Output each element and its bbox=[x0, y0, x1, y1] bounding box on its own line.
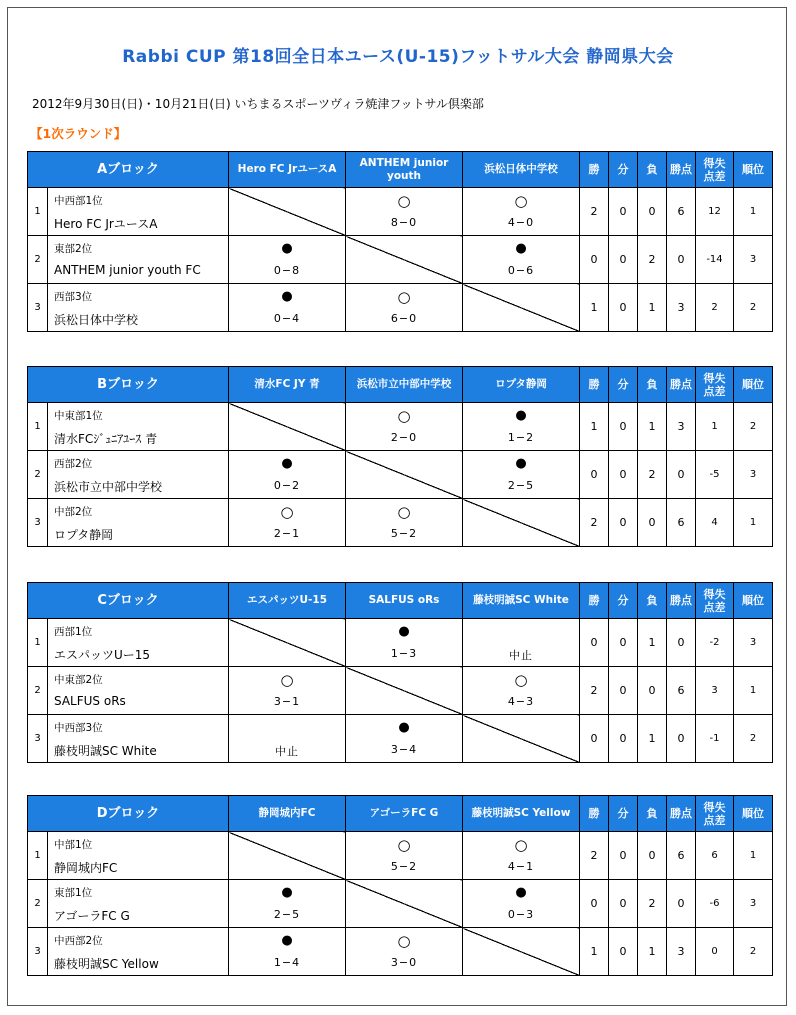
stat-points: 0 bbox=[667, 619, 696, 667]
team-cell bbox=[48, 832, 229, 880]
match-result bbox=[229, 499, 346, 547]
block-table bbox=[27, 795, 772, 976]
row-index: 3 bbox=[28, 928, 48, 976]
table-row bbox=[28, 499, 773, 547]
stat-points: 0 bbox=[667, 880, 696, 928]
stat-win: 2 bbox=[580, 499, 609, 547]
row-index: 2 bbox=[28, 880, 48, 928]
stat-points: 6 bbox=[667, 832, 696, 880]
loss-mark: ● bbox=[515, 456, 527, 471]
seed-position: 西部2位 bbox=[54, 458, 93, 470]
team-name: 浜松市立中部中学校 bbox=[54, 480, 163, 494]
block-name: Aブロック bbox=[28, 152, 229, 188]
match-result bbox=[463, 880, 580, 928]
block-name: Cブロック bbox=[28, 583, 229, 619]
opponent-column-header: 浜松日体中学校 bbox=[463, 152, 580, 188]
stat-diff: -1 bbox=[696, 715, 734, 763]
stat-header-win: 勝 bbox=[580, 152, 609, 188]
stat-draw: 0 bbox=[609, 619, 638, 667]
stat-win: 0 bbox=[580, 715, 609, 763]
match-result bbox=[229, 880, 346, 928]
table-row bbox=[28, 832, 773, 880]
loss-mark: ● bbox=[398, 720, 410, 735]
match-result bbox=[229, 451, 346, 499]
win-mark: ○ bbox=[514, 836, 528, 854]
stat-loss: 2 bbox=[638, 236, 667, 284]
table-row bbox=[28, 880, 773, 928]
seed-position: 東部2位 bbox=[54, 243, 93, 255]
stat-rank: 2 bbox=[734, 715, 773, 763]
team-name: 藤枝明誠SC Yellow bbox=[54, 957, 159, 971]
stat-rank: 2 bbox=[734, 928, 773, 976]
self-match-diagonal bbox=[229, 403, 346, 451]
win-mark: ○ bbox=[514, 671, 528, 689]
self-match-diagonal bbox=[463, 928, 580, 976]
stat-loss: 1 bbox=[638, 284, 667, 332]
win-mark: ○ bbox=[397, 192, 411, 210]
team-cell bbox=[48, 451, 229, 499]
stat-draw: 0 bbox=[609, 451, 638, 499]
stat-draw: 0 bbox=[609, 236, 638, 284]
table-row bbox=[28, 451, 773, 499]
team-cell bbox=[48, 880, 229, 928]
self-match-diagonal bbox=[229, 832, 346, 880]
loss-mark: ● bbox=[281, 456, 293, 471]
match-score: 1−4 bbox=[273, 956, 301, 969]
stat-rank: 1 bbox=[734, 667, 773, 715]
self-match-diagonal bbox=[463, 284, 580, 332]
match-result bbox=[463, 236, 580, 284]
seed-position: 中東部1位 bbox=[54, 410, 103, 422]
loss-mark: ● bbox=[515, 885, 527, 900]
match-result bbox=[463, 451, 580, 499]
opponent-column-header: 藤枝明誠SC Yellow bbox=[463, 796, 580, 832]
win-mark: ○ bbox=[397, 288, 411, 306]
stat-draw: 0 bbox=[609, 880, 638, 928]
team-name: Hero FC JrユースA bbox=[54, 217, 158, 231]
stat-points: 6 bbox=[667, 667, 696, 715]
table-row bbox=[28, 403, 773, 451]
win-mark: ○ bbox=[397, 836, 411, 854]
stat-header-diff: 得失点差 bbox=[696, 367, 734, 403]
row-index: 1 bbox=[28, 188, 48, 236]
stat-header-diff: 得失点差 bbox=[696, 583, 734, 619]
match-result bbox=[229, 715, 346, 763]
team-cell bbox=[48, 667, 229, 715]
stat-win: 1 bbox=[580, 928, 609, 976]
stat-loss: 0 bbox=[638, 832, 667, 880]
table-row bbox=[28, 236, 773, 284]
stat-header-loss: 負 bbox=[638, 367, 667, 403]
stat-rank: 2 bbox=[734, 403, 773, 451]
stat-diff: -6 bbox=[696, 880, 734, 928]
stat-header-draw: 分 bbox=[609, 367, 638, 403]
team-name: 静岡城内FC bbox=[54, 861, 118, 875]
table-row bbox=[28, 928, 773, 976]
table-row bbox=[28, 667, 773, 715]
stat-rank: 3 bbox=[734, 619, 773, 667]
team-cell bbox=[48, 715, 229, 763]
match-result bbox=[463, 403, 580, 451]
match-result bbox=[463, 188, 580, 236]
stat-diff: 1 bbox=[696, 403, 734, 451]
team-name: 清水FCｼﾞｭﾆｱﾕｰｽ 青 bbox=[54, 432, 158, 446]
stat-header-win: 勝 bbox=[580, 796, 609, 832]
stat-header-points: 勝点 bbox=[667, 583, 696, 619]
row-index: 2 bbox=[28, 236, 48, 284]
seed-position: 中西部1位 bbox=[54, 195, 103, 207]
stat-draw: 0 bbox=[609, 715, 638, 763]
stat-points: 0 bbox=[667, 451, 696, 499]
opponent-column-header: SALFUS oRs bbox=[346, 583, 463, 619]
seed-position: 中部2位 bbox=[54, 506, 93, 518]
row-index: 3 bbox=[28, 499, 48, 547]
stat-points: 3 bbox=[667, 403, 696, 451]
opponent-column-header: アゴーラFC G bbox=[346, 796, 463, 832]
seed-position: 中部1位 bbox=[54, 839, 93, 851]
stat-win: 0 bbox=[580, 451, 609, 499]
block-table bbox=[27, 582, 772, 763]
match-result bbox=[229, 284, 346, 332]
stat-loss: 1 bbox=[638, 715, 667, 763]
stat-header-draw: 分 bbox=[609, 152, 638, 188]
stat-rank: 1 bbox=[734, 832, 773, 880]
stat-win: 2 bbox=[580, 832, 609, 880]
self-match-diagonal bbox=[346, 236, 463, 284]
stat-win: 2 bbox=[580, 188, 609, 236]
stat-diff: 3 bbox=[696, 667, 734, 715]
stat-rank: 3 bbox=[734, 451, 773, 499]
self-match-diagonal bbox=[346, 667, 463, 715]
stat-header-loss: 負 bbox=[638, 583, 667, 619]
match-score: 1−3 bbox=[390, 647, 418, 660]
stat-header-draw: 分 bbox=[609, 796, 638, 832]
match-score: 2−0 bbox=[390, 431, 418, 444]
stat-header-win: 勝 bbox=[580, 583, 609, 619]
loss-mark: ● bbox=[281, 241, 293, 256]
win-mark: ○ bbox=[280, 503, 294, 521]
stat-diff: 0 bbox=[696, 928, 734, 976]
row-index: 2 bbox=[28, 451, 48, 499]
match-score: 5−2 bbox=[390, 860, 418, 873]
stat-points: 0 bbox=[667, 236, 696, 284]
match-score: 0−3 bbox=[507, 908, 535, 921]
stat-win: 0 bbox=[580, 880, 609, 928]
stat-diff: 4 bbox=[696, 499, 734, 547]
stat-diff: -2 bbox=[696, 619, 734, 667]
match-result bbox=[346, 499, 463, 547]
loss-mark: ● bbox=[515, 241, 527, 256]
team-cell bbox=[48, 188, 229, 236]
round-label: 【1次ラウンド】 bbox=[30, 126, 127, 141]
loss-mark: ● bbox=[398, 624, 410, 639]
win-mark: ○ bbox=[397, 932, 411, 950]
stat-draw: 0 bbox=[609, 928, 638, 976]
stat-header-rank: 順位 bbox=[734, 367, 773, 403]
match-score: 1−2 bbox=[507, 431, 535, 444]
self-match-diagonal bbox=[346, 880, 463, 928]
row-index: 1 bbox=[28, 832, 48, 880]
stat-draw: 0 bbox=[609, 832, 638, 880]
team-name: ANTHEM junior youth FC bbox=[54, 263, 201, 277]
match-result bbox=[346, 619, 463, 667]
self-match-diagonal bbox=[229, 619, 346, 667]
stat-draw: 0 bbox=[609, 403, 638, 451]
opponent-column-header: Hero FC JrユースA bbox=[229, 152, 346, 188]
match-score: 4−3 bbox=[507, 695, 535, 708]
stat-header-points: 勝点 bbox=[667, 152, 696, 188]
team-cell bbox=[48, 403, 229, 451]
stat-rank: 1 bbox=[734, 499, 773, 547]
loss-mark: ● bbox=[281, 289, 293, 304]
match-result bbox=[346, 928, 463, 976]
stat-loss: 1 bbox=[638, 619, 667, 667]
stat-header-points: 勝点 bbox=[667, 367, 696, 403]
stat-loss: 2 bbox=[638, 451, 667, 499]
stat-draw: 0 bbox=[609, 284, 638, 332]
stat-header-points: 勝点 bbox=[667, 796, 696, 832]
event-date-venue: 2012年9月30日(日)・10月21日(日) いちまるスポーツヴィラ焼津フットサル倶楽部 bbox=[32, 97, 484, 111]
row-index: 3 bbox=[28, 715, 48, 763]
match-score: 4−0 bbox=[507, 216, 535, 229]
team-cell bbox=[48, 928, 229, 976]
stat-win: 1 bbox=[580, 403, 609, 451]
table-row bbox=[28, 188, 773, 236]
stat-win: 0 bbox=[580, 236, 609, 284]
opponent-column-header: 浜松市立中部中学校 bbox=[346, 367, 463, 403]
win-mark: ○ bbox=[397, 407, 411, 425]
match-score: 0−8 bbox=[273, 264, 301, 277]
opponent-column-header: 静岡城内FC bbox=[229, 796, 346, 832]
match-score: 2−5 bbox=[273, 908, 301, 921]
stat-diff: 2 bbox=[696, 284, 734, 332]
match-score: 中止 bbox=[509, 649, 533, 662]
seed-position: 西部1位 bbox=[54, 626, 93, 638]
stat-header-draw: 分 bbox=[609, 583, 638, 619]
match-score: 5−2 bbox=[390, 527, 418, 540]
stat-header-rank: 順位 bbox=[734, 152, 773, 188]
stat-loss: 0 bbox=[638, 667, 667, 715]
match-score: 中止 bbox=[275, 745, 299, 758]
match-result bbox=[229, 667, 346, 715]
stat-points: 6 bbox=[667, 188, 696, 236]
match-score: 3−1 bbox=[273, 695, 301, 708]
stat-rank: 3 bbox=[734, 880, 773, 928]
row-index: 1 bbox=[28, 403, 48, 451]
team-cell bbox=[48, 236, 229, 284]
match-result bbox=[463, 667, 580, 715]
table-row bbox=[28, 619, 773, 667]
stat-loss: 0 bbox=[638, 188, 667, 236]
stat-header-rank: 順位 bbox=[734, 583, 773, 619]
match-result bbox=[346, 715, 463, 763]
loss-mark: ● bbox=[281, 933, 293, 948]
stat-rank: 2 bbox=[734, 284, 773, 332]
match-score: 0−4 bbox=[273, 312, 301, 325]
self-match-diagonal bbox=[346, 451, 463, 499]
team-name: 藤枝明誠SC White bbox=[54, 744, 157, 758]
seed-position: 中東部2位 bbox=[54, 674, 103, 686]
block-table bbox=[27, 366, 772, 547]
team-cell bbox=[48, 284, 229, 332]
page-title: Rabbi CUP 第18回全日本ユース(U-15)フットサル大会 静岡県大会 bbox=[122, 47, 674, 67]
win-mark: ○ bbox=[397, 503, 411, 521]
stat-rank: 1 bbox=[734, 188, 773, 236]
match-result bbox=[463, 832, 580, 880]
match-result bbox=[229, 928, 346, 976]
stat-header-loss: 負 bbox=[638, 796, 667, 832]
self-match-diagonal bbox=[229, 188, 346, 236]
match-result bbox=[346, 284, 463, 332]
match-score: 2−5 bbox=[507, 479, 535, 492]
seed-position: 東部1位 bbox=[54, 887, 93, 899]
stat-header-rank: 順位 bbox=[734, 796, 773, 832]
match-score: 8−0 bbox=[390, 216, 418, 229]
match-score: 3−4 bbox=[390, 743, 418, 756]
stat-win: 0 bbox=[580, 619, 609, 667]
stat-diff: 6 bbox=[696, 832, 734, 880]
opponent-column-header: ANTHEM junior youth bbox=[346, 152, 463, 188]
table-row bbox=[28, 284, 773, 332]
loss-mark: ● bbox=[281, 885, 293, 900]
stat-rank: 3 bbox=[734, 236, 773, 284]
win-mark: ○ bbox=[280, 671, 294, 689]
table-row bbox=[28, 715, 773, 763]
team-name: 浜松日体中学校 bbox=[54, 313, 139, 327]
match-score: 6−0 bbox=[390, 312, 418, 325]
stat-diff: 12 bbox=[696, 188, 734, 236]
match-score: 0−2 bbox=[273, 479, 301, 492]
stat-points: 3 bbox=[667, 284, 696, 332]
opponent-column-header: ロプタ静岡 bbox=[463, 367, 580, 403]
row-index: 1 bbox=[28, 619, 48, 667]
seed-position: 中西部2位 bbox=[54, 935, 103, 947]
team-cell bbox=[48, 619, 229, 667]
stat-loss: 1 bbox=[638, 928, 667, 976]
team-name: アゴーラFC G bbox=[54, 909, 130, 923]
stat-win: 1 bbox=[580, 284, 609, 332]
stat-draw: 0 bbox=[609, 188, 638, 236]
stat-header-loss: 負 bbox=[638, 152, 667, 188]
row-index: 2 bbox=[28, 667, 48, 715]
block-name: Bブロック bbox=[28, 367, 229, 403]
block-name: Dブロック bbox=[28, 796, 229, 832]
self-match-diagonal bbox=[463, 715, 580, 763]
block-table bbox=[27, 151, 772, 332]
match-score: 2−1 bbox=[273, 527, 301, 540]
match-result bbox=[346, 832, 463, 880]
stat-loss: 0 bbox=[638, 499, 667, 547]
opponent-column-header: 清水FC JY 青 bbox=[229, 367, 346, 403]
win-mark: ○ bbox=[514, 192, 528, 210]
stat-diff: -5 bbox=[696, 451, 734, 499]
team-name: エスパッツUー15 bbox=[54, 648, 151, 662]
stat-points: 6 bbox=[667, 499, 696, 547]
match-score: 4−1 bbox=[507, 860, 535, 873]
team-name: ロプタ静岡 bbox=[54, 528, 114, 542]
match-result bbox=[346, 403, 463, 451]
seed-position: 西部3位 bbox=[54, 291, 93, 303]
stat-header-diff: 得失点差 bbox=[696, 796, 734, 832]
stat-draw: 0 bbox=[609, 499, 638, 547]
stat-points: 3 bbox=[667, 928, 696, 976]
match-result bbox=[463, 619, 580, 667]
stat-header-diff: 得失点差 bbox=[696, 152, 734, 188]
stat-draw: 0 bbox=[609, 667, 638, 715]
match-result bbox=[346, 188, 463, 236]
stat-win: 2 bbox=[580, 667, 609, 715]
stat-points: 0 bbox=[667, 715, 696, 763]
team-name: SALFUS oRs bbox=[54, 694, 126, 708]
stat-loss: 2 bbox=[638, 880, 667, 928]
match-score: 3−0 bbox=[390, 956, 418, 969]
match-result bbox=[229, 236, 346, 284]
stat-diff: -14 bbox=[696, 236, 734, 284]
opponent-column-header: エスパッツU-15 bbox=[229, 583, 346, 619]
seed-position: 中西部3位 bbox=[54, 722, 103, 734]
row-index: 3 bbox=[28, 284, 48, 332]
opponent-column-header: 藤枝明誠SC White bbox=[463, 583, 580, 619]
loss-mark: ● bbox=[515, 408, 527, 423]
stat-loss: 1 bbox=[638, 403, 667, 451]
match-score: 0−6 bbox=[507, 264, 535, 277]
team-cell bbox=[48, 499, 229, 547]
self-match-diagonal bbox=[463, 499, 580, 547]
stat-header-win: 勝 bbox=[580, 367, 609, 403]
